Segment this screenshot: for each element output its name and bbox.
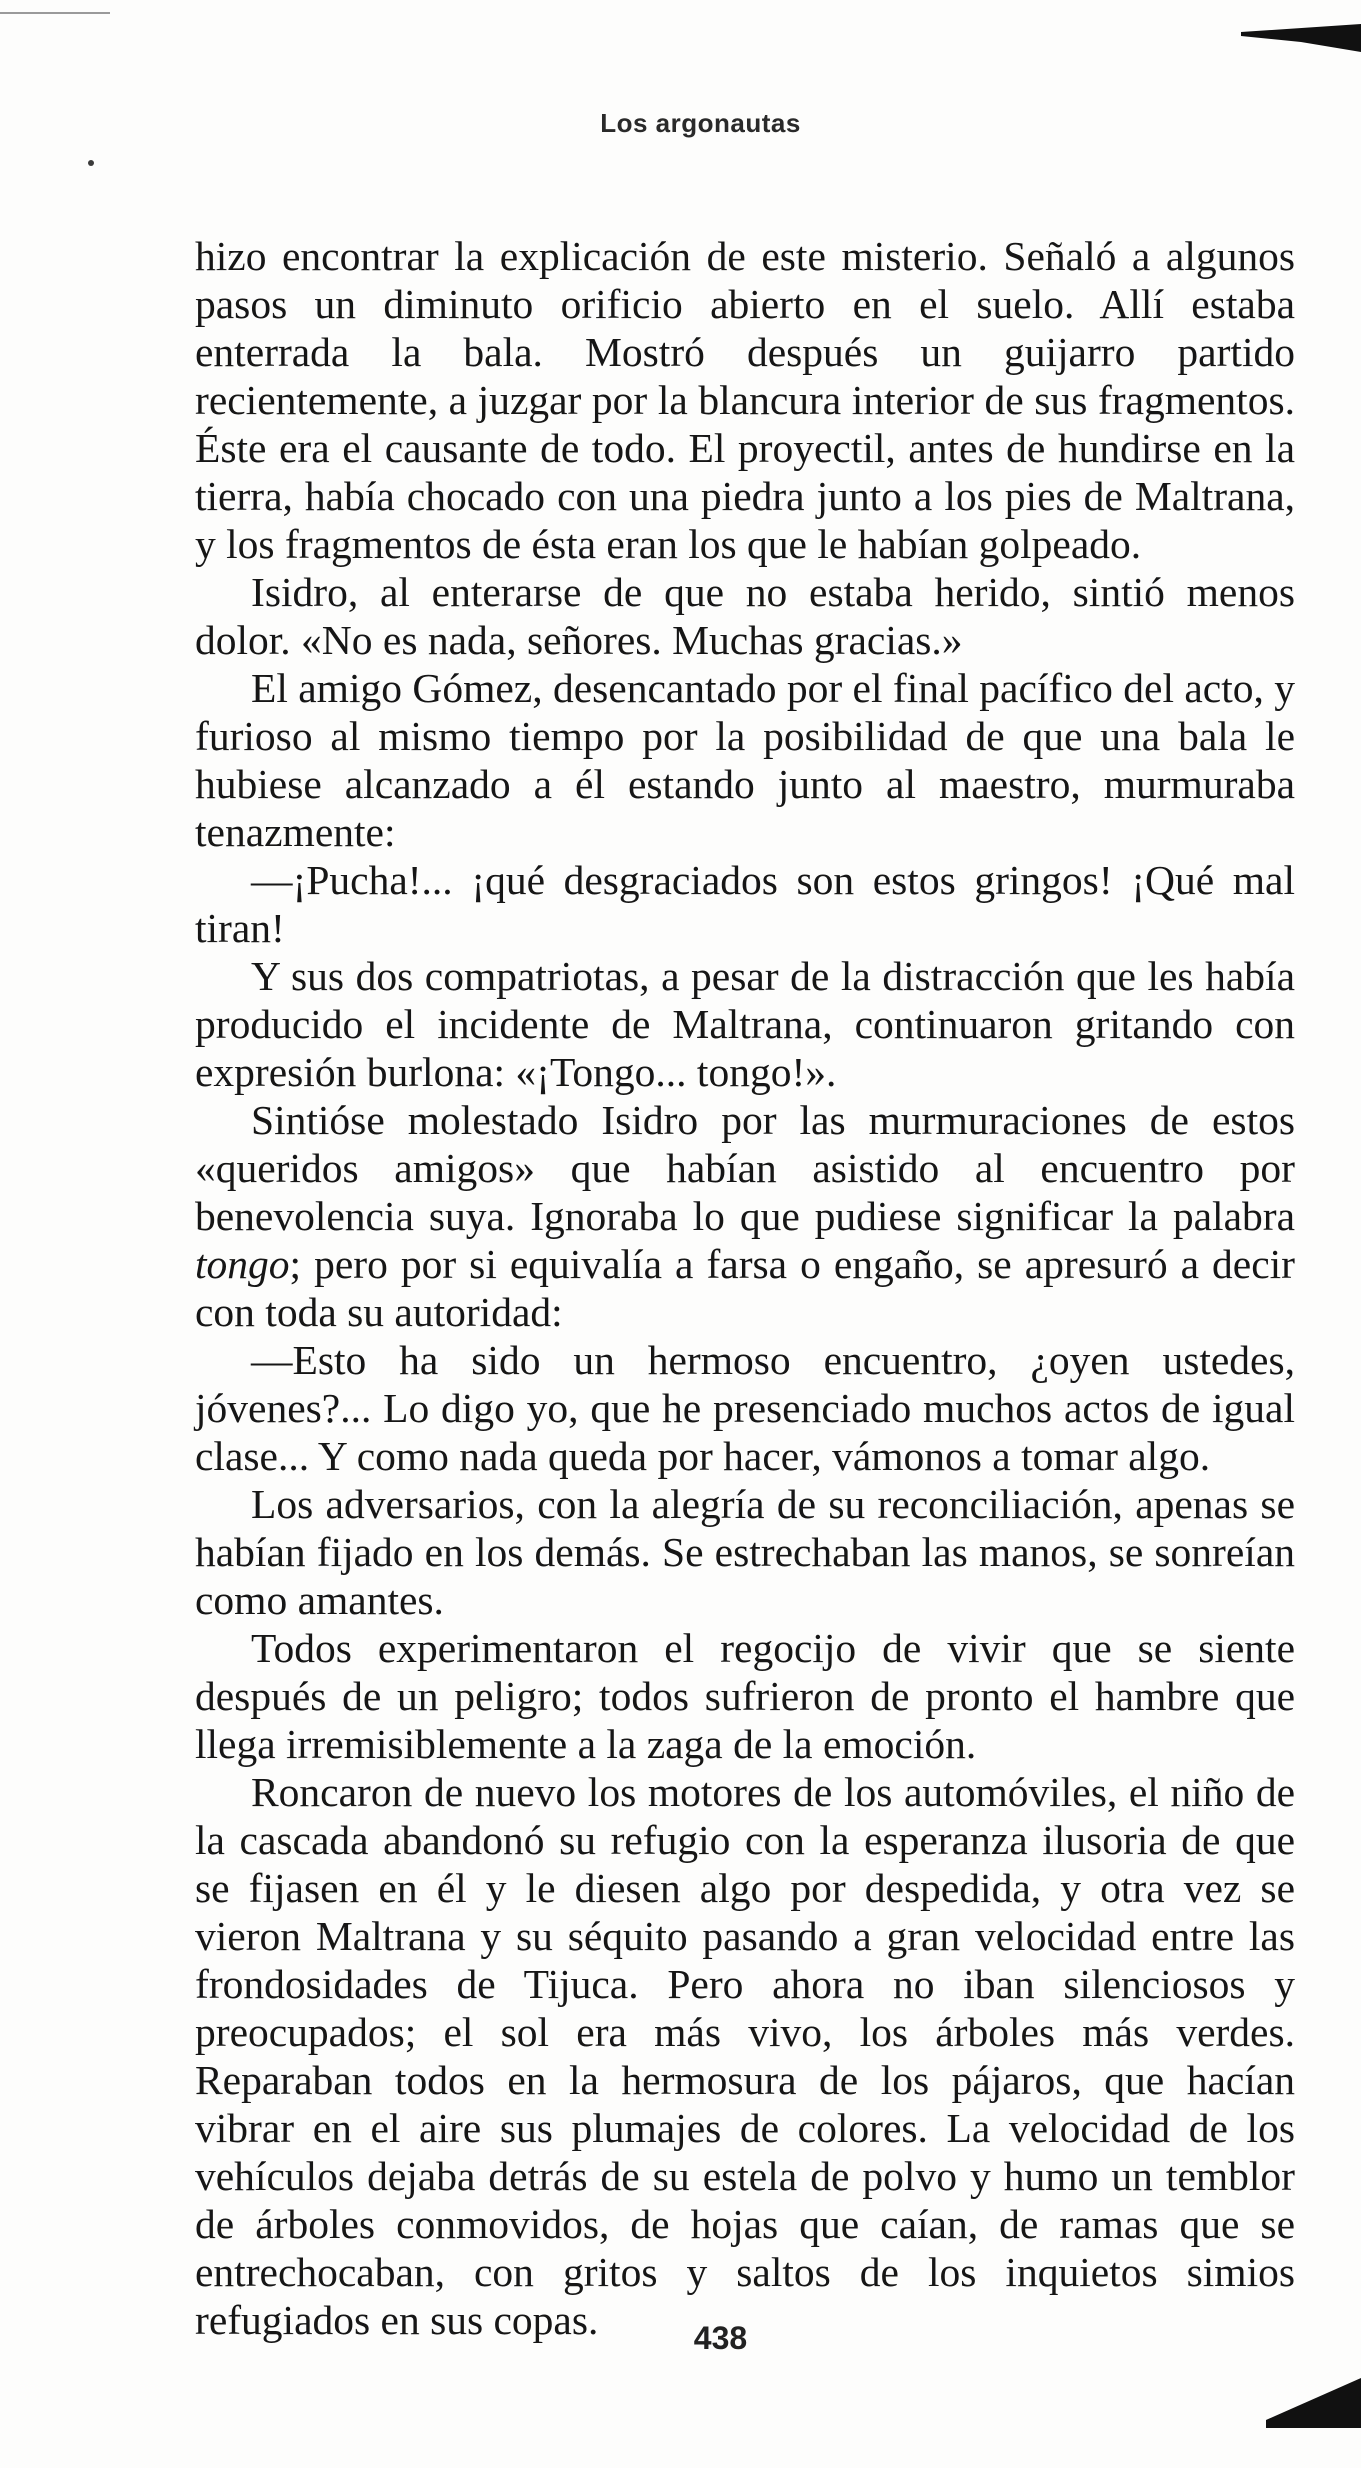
paragraph: hizo encontrar la explicación de este misterio. Señaló a algunos pasos un diminuto orificio abierto en el suelo. Allí estaba enterrada la bala. Mostró después un guijarro partido recientemente, a juzgar por la blancura interior de sus fragmentos. Éste era el causante de todo. El proyectil, antes de hundirse en la tierra, había chocado con una piedra junto a los pies de Maltrana, y los fragmentos de ésta eran los que le habían golpeado. — [195, 233, 1295, 567]
scan-edge-line — [0, 12, 110, 14]
scan-speck — [88, 160, 94, 166]
paragraph: Todos experimentaron el regocijo de vivir que se siente después de un peligro; todos sufrieron de pronto el hambre que llega irremisiblemente a la zaga de la emoción. — [195, 1625, 1295, 1767]
italic-term: tongo — [195, 1241, 290, 1287]
scan-edge-mark-bottom — [1266, 2368, 1361, 2428]
page-number-text: 438 — [693, 2320, 748, 2356]
paragraph: El amigo Gómez, desencantado por el final pacífico del acto, y furioso al mismo tiempo por la posibilidad de que una bala le hubiese alcanzado a él estando junto al maestro, murmuraba tenazmente: — [195, 665, 1296, 855]
body-text — [195, 232, 1295, 2344]
running-head-text: Los argonautas — [600, 108, 801, 138]
paragraph: —¡Pucha!... ¡qué desgraciados son estos gringos! ¡Qué mal tiran! — [195, 857, 1295, 951]
paragraph: Y sus dos compatriotas, a pesar de la distracción que les había producido el incidente de Maltrana, continuaron gritando con expresión burlona: «¡Tongo... tongo!». — [195, 953, 1295, 1095]
paragraph: Isidro, al enterarse de que no estaba herido, sintió menos dolor. «No es nada, señores. Muchas gracias.» — [195, 569, 1295, 663]
page-number — [0, 2320, 1361, 2357]
paragraph: Los adversarios, con la alegría de su reconciliación, apenas se habían fijado en los demás. Se estrechaban las manos, se sonreían como amantes. — [195, 1481, 1295, 1623]
paragraph: Roncaron de nuevo los motores de los automóviles, el niño de la cascada abandonó su refugio con la esperanza ilusoria de que se fijasen en él y le diesen algo por despedida, y otra vez se vieron Maltrana y su séquito pasando a gran velocidad entre las frondosidades de Tijuca. Pero ahora no iban silenciosos y preocupados; el sol era más vivo, los árboles más verdes. Reparaban todos en la hermosura de los pájaros, que hacían vibrar en el aire sus plumajes de colores. La velocidad de los vehículos dejaba detrás de su estela de polvo y humo un temblor de árboles conmovidos, de hojas que caían, de ramas que se entrechocaban, con gritos y saltos de los inquietos simios refugiados en sus copas. — [195, 1769, 1295, 2343]
running-head — [0, 108, 1361, 139]
paragraph: —Esto ha sido un hermoso encuentro, ¿oyen ustedes, jóvenes?... Lo digo yo, que he presenciado muchos actos de igual clase... Y como nada queda por hacer, vámonos a tomar algo. — [195, 1337, 1295, 1479]
paragraph: Sintióse molestado Isidro por las murmuraciones de estos «queridos amigos» que habían asistido al encuentro por benevolencia suya. Ignoraba lo que pudiese significar la palabra tongo; pero por si equivalía a farsa o engaño, se apresuró a decir con toda su autoridad: — [195, 1097, 1295, 1335]
scan-edge-mark-top — [1241, 18, 1361, 52]
